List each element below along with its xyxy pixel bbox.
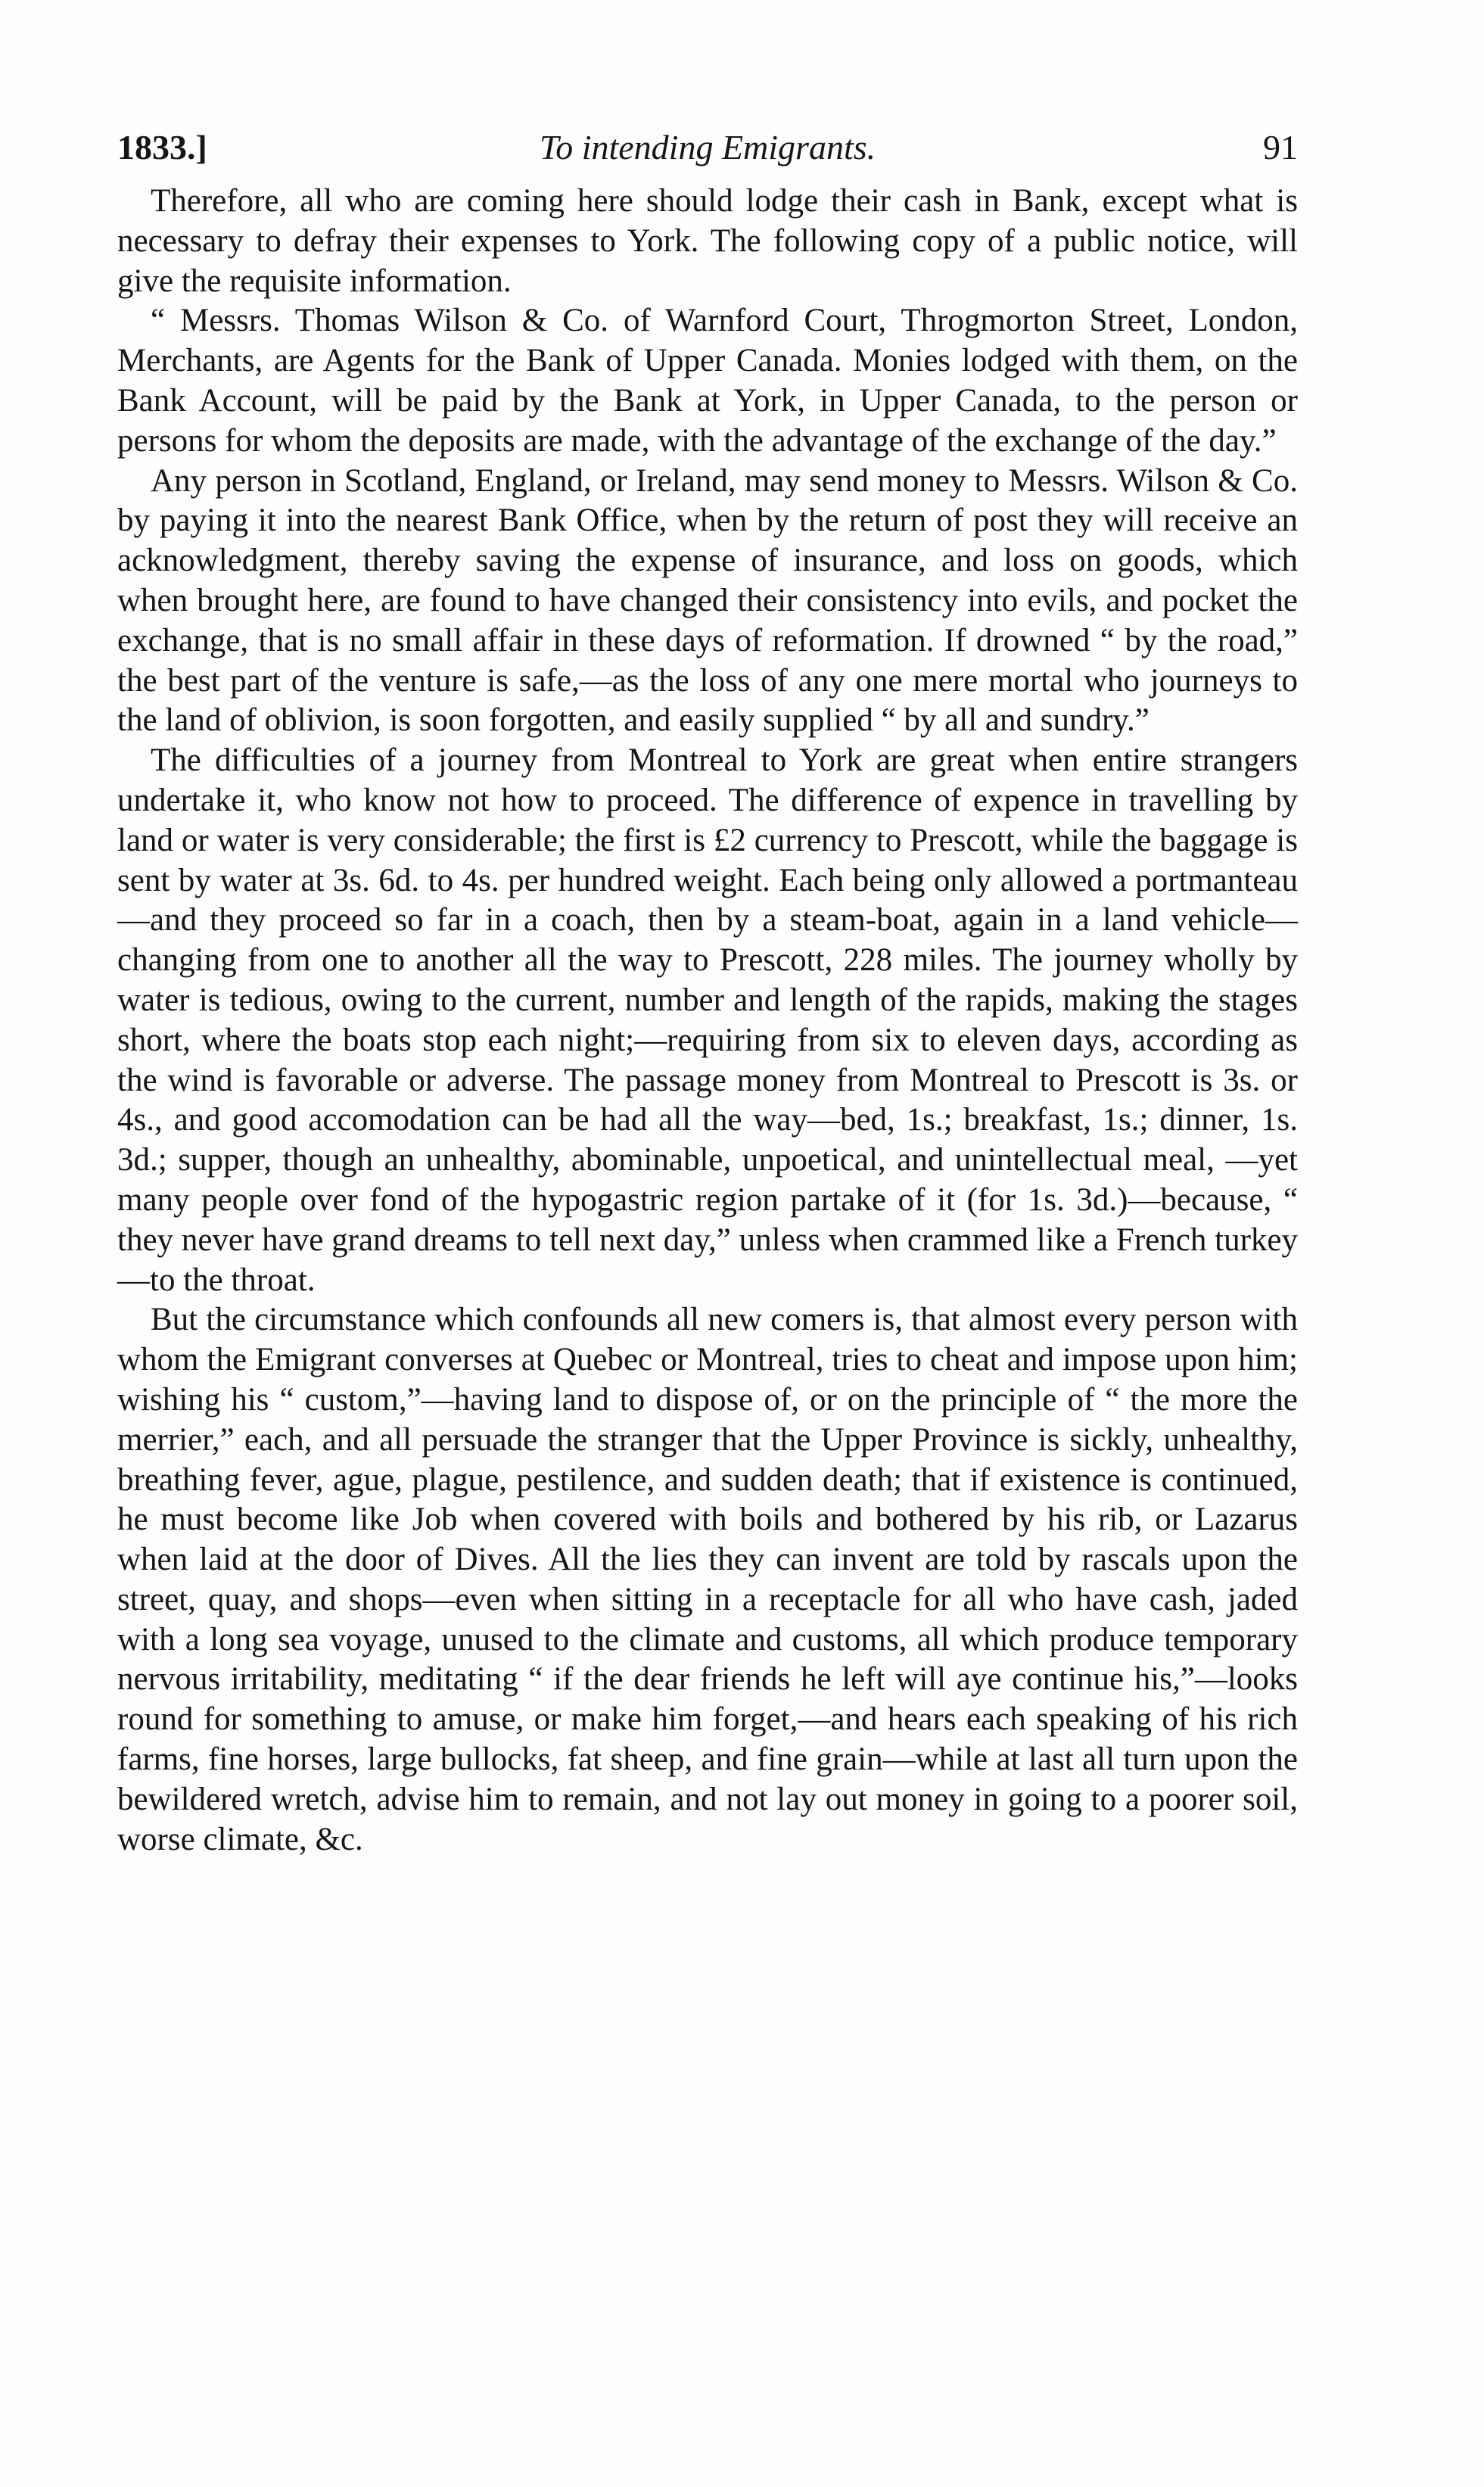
book-page <box>117 121 1298 2392</box>
running-head-year: 1833.] <box>117 128 207 167</box>
paragraph: Therefore, all who are coming here should lodge their cash in Bank, except what is necessary to defray their expenses to York. The following copy of a public notice, will give the requisite information. <box>117 183 1298 299</box>
paragraph: “ Messrs. Thomas Wilson & Co. of Warnford Court, Throgmorton Street, London, Merchants, are Agents for the Bank of Upper Canada. Monies lodged with them, on the Bank Account, will be paid by the Bank at York, in Upper Canada, to the person or persons for whom the deposits are made, with the advantage of the exchange of the day.” <box>117 303 1298 459</box>
paragraph: Any person in Scotland, England, or Ireland, may send money to Messrs. Wilson & Co. by paying it into the nearest Bank Office, when by the return of post they will receive an acknowledgment, thereby saving the expense of insurance, and loss on goods, which when brought here, are found to have changed their consistency into evils, and pocket the exchange, that is no small affair in these days of reformation. If drowned “ by the road,” the best part of the venture is safe,—as the loss of any one mere mortal who journeys to the land of oblivion, is soon forgotten, and easily supplied “ by all and sundry.” <box>117 462 1298 739</box>
page-number: 91 <box>1263 128 1298 167</box>
running-head <box>117 121 1298 174</box>
body-text <box>117 182 1298 1860</box>
paragraph: The difficulties of a journey from Montreal to York are great when entire strangers undertake it, who know not how to proceed. The difference of expence in travelling by land or water is very considerable; the first is £2 currency to Prescott, while the baggage is sent by water at 3s. 6d. to 4s. per hundred weight. Each being only allowed a portmanteau—and they proceed so far in a coach, then by a steam-boat, again in a land vehicle—changing from one to another all the way to Prescott, 228 miles. The journey wholly by water is tedious, owing to the current, number and length of the rapids, making the stages short, where the boats stop each night;—requiring from six to eleven days, according as the wind is favorable or adverse. The passage money from Montreal to Prescott is 3s. or 4s., and good accomodation can be had all the way—bed, 1s.; breakfast, 1s.; dinner, 1s. 3d.; supper, though an unhealthy, abominable, unpoetical, and unintellectual meal, —yet many people over fond of the hypogastric region partake of it (for 1s. 3d.)—because, “ they never have grand dreams to tell next day,” unless when crammed like a French turkey—to the throat. <box>117 742 1298 1298</box>
paragraph: But the circumstance which confounds all new comers is, that almost every person with whom the Emigrant converses at Quebec or Montreal, tries to cheat and impose upon him; wishing his “ custom,”—having land to dispose of, or on the principle of “ the more the merrier,” each, and all persuade the stranger that the Upper Province is sickly, unhealthy, breathing fever, ague, plague, pestilence, and sudden death; that if existence is continued, he must become like Job when covered with boils and bothered by his rib, or Lazarus when laid at the door of Dives. All the lies they can invent are told by rascals upon the street, quay, and shops—even when sitting in a receptacle for all who have cash, jaded with a long sea voyage, unused to the climate and customs, all which produce temporary nervous irritability, meditating “ if the dear friends he left will aye continue his,”—looks round for something to amuse, or make him forget,—and hears each speaking of his rich farms, fine horses, large bullocks, fat sheep, and fine grain—while at last all turn upon the bewildered wretch, advise him to remain, and not lay out money in going to a poorer soil, worse climate, &c. <box>117 1302 1298 1857</box>
running-head-title: To intending Emigrants. <box>539 128 876 167</box>
